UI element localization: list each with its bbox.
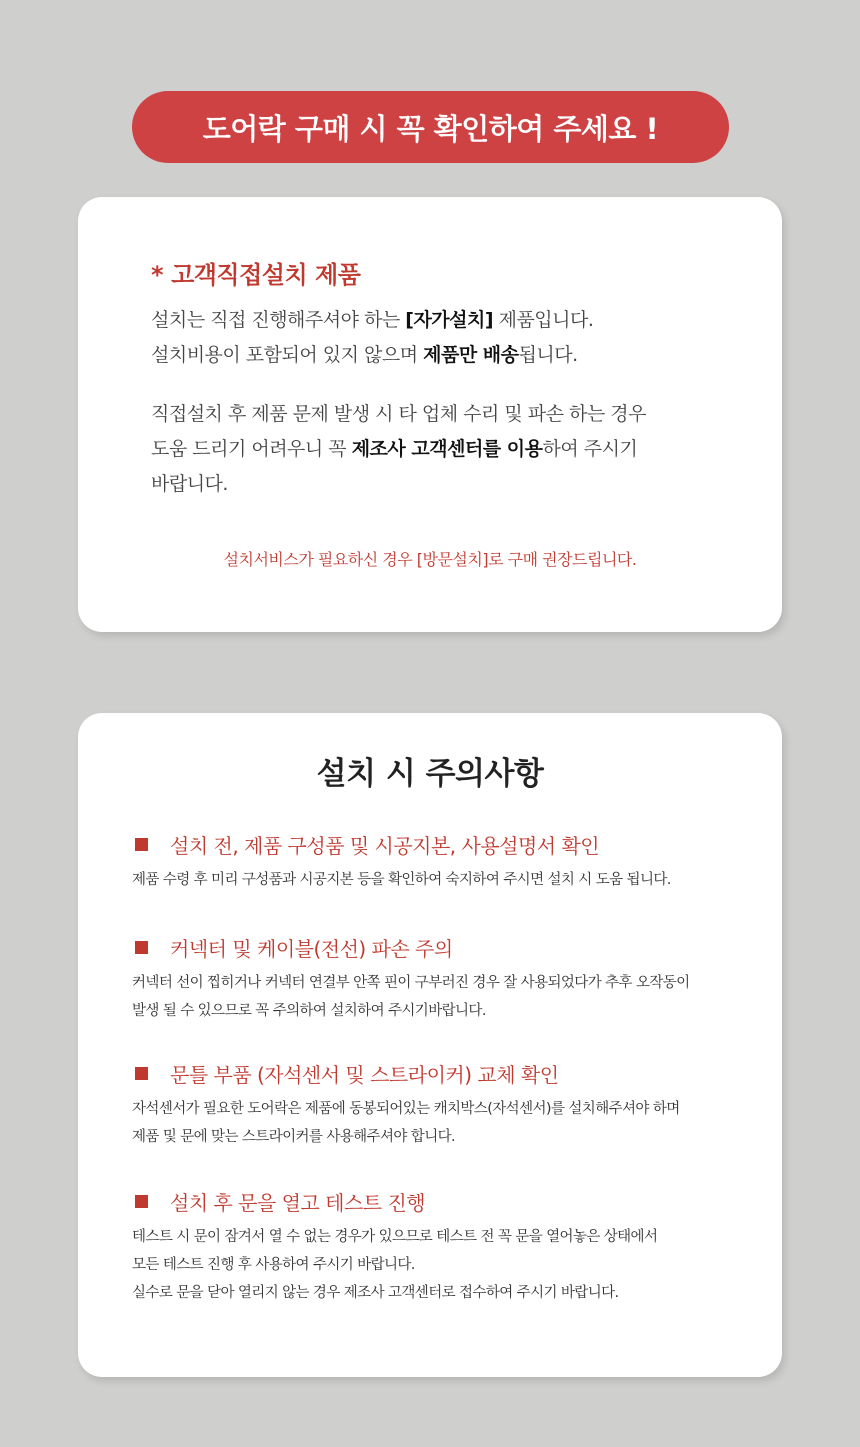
caution-section bbox=[132, 932, 752, 1025]
text: 직접설치 후 제품 문제 발생 시 타 업체 수리 및 파손 하는 경우 bbox=[151, 403, 646, 425]
self-install-card bbox=[78, 197, 782, 632]
caution-text: 테스트 시 문이 잠겨서 열 수 없는 경우가 있으므로 테스트 전 꼭 문을 열어놓은 상태에서 bbox=[132, 1229, 658, 1245]
notice-banner bbox=[132, 91, 729, 163]
caution-heading: 문틀 부품 (자석센서 및 스트라이커) 교체 확인 bbox=[170, 1062, 559, 1087]
text: 됩니다. bbox=[518, 344, 578, 366]
caution-heading: 설치 후 문을 열고 테스트 진행 bbox=[170, 1190, 426, 1215]
caution-text: 제품 수령 후 미리 구성품과 시공지본 등을 확인하여 숙지하여 주시면 설치 시 도움 됩니다. bbox=[132, 872, 671, 888]
square-bullet-icon bbox=[135, 838, 148, 851]
caution-text: 커넥터 선이 찝히거나 커넥터 연결부 안쪽 핀이 구부러진 경우 잘 사용되었다가 추후 오작동이 bbox=[132, 975, 690, 991]
emphasis-text: 제품만 배송 bbox=[423, 344, 519, 366]
caution-text: 모든 테스트 진행 후 사용하여 주시기 바랍니다. bbox=[132, 1257, 415, 1273]
caution-section bbox=[132, 1058, 752, 1151]
text: 제품입니다. bbox=[493, 309, 594, 331]
cautions-title: 설치 시 주의사항 bbox=[316, 756, 544, 792]
banner-text: 도어락 구매 시 꼭 확인하여 주세요 ! bbox=[202, 111, 659, 146]
caution-section bbox=[132, 829, 752, 894]
emphasis-text: 제조사 고객센터를 이용 bbox=[351, 438, 543, 460]
self-install-title-text: 고객직접설치 제품 bbox=[171, 261, 361, 289]
caution-text: 제품 및 문에 맞는 스트라이커를 사용해주셔야 합니다. bbox=[132, 1129, 456, 1145]
text: 설치는 직접 진행해주셔야 하는 bbox=[151, 309, 406, 331]
caution-text: 발생 될 수 있으므로 꼭 주의하여 설치하여 주시기바랍니다. bbox=[132, 1003, 486, 1019]
caution-text: 실수로 문을 닫아 열리지 않는 경우 제조사 고객센터로 접수하여 주시기 바랍니다. bbox=[132, 1285, 619, 1301]
self-install-title bbox=[151, 255, 360, 290]
visit-install-note: 설치서비스가 필요하신 경우 [방문설치]로 구매 권장드립니다. bbox=[223, 550, 637, 569]
caution-section bbox=[132, 1186, 752, 1307]
text: 하여 주시기 bbox=[542, 438, 638, 460]
square-bullet-icon bbox=[135, 1195, 148, 1208]
self-install-paragraph-2 bbox=[151, 397, 646, 502]
asterisk-icon: * bbox=[151, 261, 164, 289]
text: 도움 드리기 어려우니 꼭 bbox=[151, 438, 352, 460]
caution-heading: 커넥터 및 케이블(전선) 파손 주의 bbox=[170, 936, 453, 961]
caution-heading: 설치 전, 제품 구성품 및 시공지본, 사용설명서 확인 bbox=[170, 833, 600, 858]
caution-text: 자석센서가 필요한 도어락은 제품에 동봉되어있는 캐치박스(자석센서)를 설치해주셔야 하며 bbox=[132, 1101, 680, 1117]
self-install-paragraph-1 bbox=[151, 303, 593, 373]
text: 바랍니다. bbox=[151, 473, 228, 495]
square-bullet-icon bbox=[135, 1067, 148, 1080]
text: 설치비용이 포함되어 있지 않으며 bbox=[151, 344, 424, 366]
emphasis-text: [자가설치] bbox=[405, 309, 494, 331]
square-bullet-icon bbox=[135, 941, 148, 954]
install-cautions-card bbox=[78, 713, 782, 1377]
